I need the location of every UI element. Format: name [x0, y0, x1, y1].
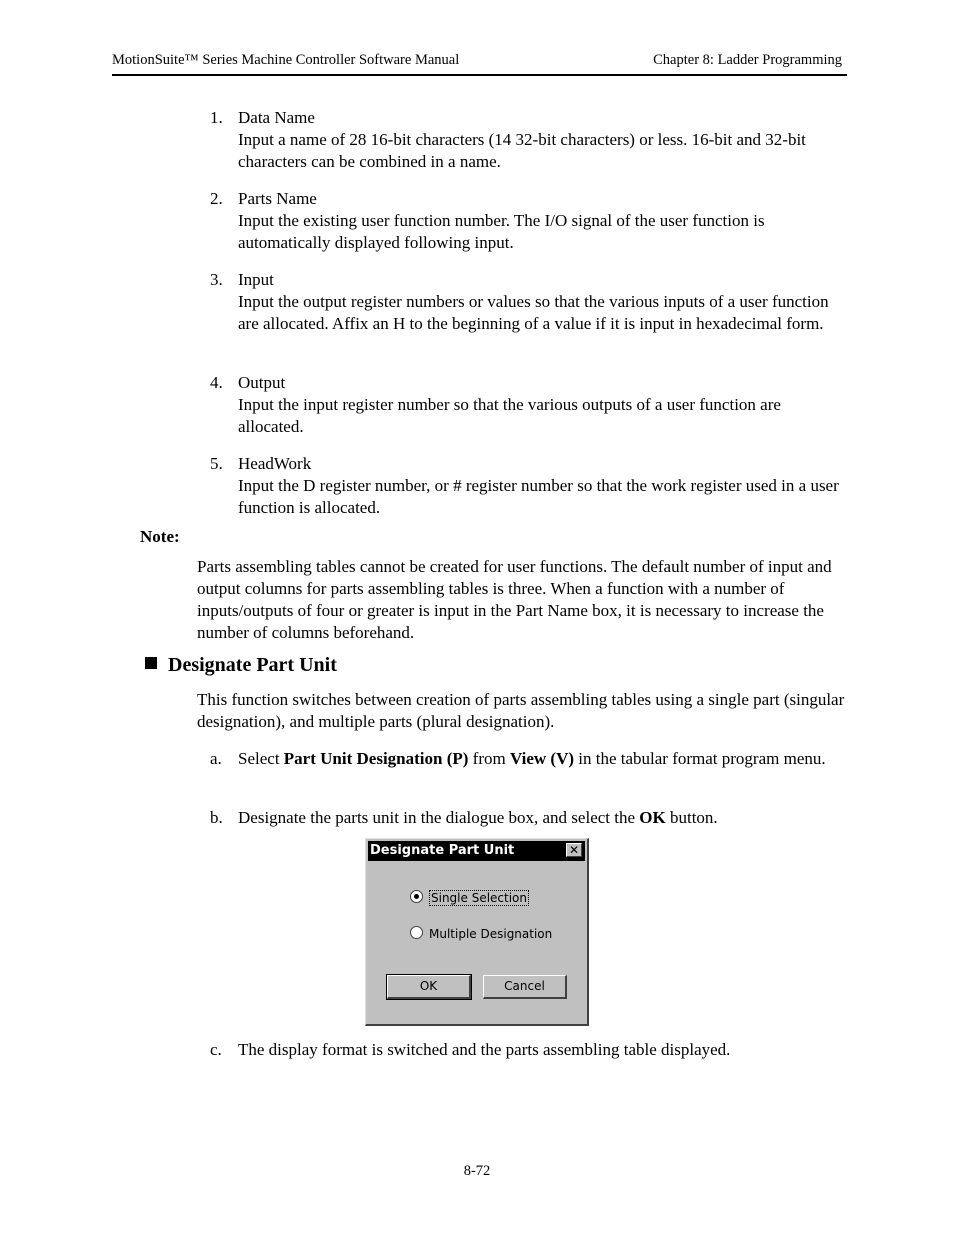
step-marker: b.	[210, 808, 223, 827]
list-marker: 3.	[210, 270, 223, 289]
list-item-title: Parts Name	[238, 189, 317, 208]
step-marker: c.	[210, 1040, 222, 1059]
note-label: Note:	[140, 527, 180, 546]
radio-label: Multiple Designation	[429, 927, 553, 941]
designate-part-unit-dialog	[365, 838, 589, 1026]
section-heading	[145, 653, 337, 677]
ok-button[interactable]: OK	[387, 975, 471, 999]
dialog-title: Designate Part Unit	[370, 843, 515, 858]
list-item-title: HeadWork	[238, 454, 312, 473]
list-marker: 1.	[210, 108, 223, 127]
list-item	[210, 107, 848, 173]
header-rule	[112, 74, 847, 76]
list-item-title: Data Name	[238, 108, 315, 127]
step-item	[210, 807, 848, 829]
list-item-text: Input a name of 28 16-bit characters (14 32-bit characters) or less. 16-bit and 32-bit characters can be combined in a name.	[238, 130, 806, 171]
list-marker: 5.	[210, 454, 223, 473]
list-marker: 4.	[210, 373, 223, 392]
list-item	[210, 453, 848, 519]
section-intro: This function switches between creation of parts assembling tables using a single part (singular designation), and multiple parts (plural designation).	[197, 690, 845, 731]
step-text: Select Part Unit Designation (P) from View (V) in the tabular format program menu.	[238, 749, 826, 768]
step-item	[210, 748, 848, 770]
list-item	[210, 372, 848, 438]
page-number: 8-72	[463, 1163, 491, 1179]
step-text: Designate the parts unit in the dialogue box, and select the OK button.	[238, 808, 718, 827]
step-text: The display format is switched and the parts assembling table displayed.	[238, 1040, 731, 1059]
close-icon: ✕	[568, 843, 580, 857]
square-bullet-icon	[145, 657, 157, 669]
cancel-button[interactable]: Cancel	[483, 975, 567, 999]
list-item-text: Input the output register numbers or values so that the various inputs of a user function are allocated. Affix an H to the beginning of a value if it is input in hexadecimal form.	[238, 292, 829, 333]
list-item	[210, 188, 848, 254]
list-item-text: Input the D register number, or # register number so that the work register used in a user function is allocated.	[238, 476, 839, 517]
step-item	[210, 1039, 848, 1061]
radio-single-selection[interactable]	[410, 890, 529, 906]
radio-unchecked-icon	[410, 926, 423, 939]
step-marker: a.	[210, 749, 222, 768]
list-item-title: Input	[238, 270, 274, 289]
list-item-title: Output	[238, 373, 286, 392]
list-item-text: Input the input register number so that the various outputs of a user function are allocated.	[238, 395, 781, 436]
radio-checked-icon	[410, 890, 423, 903]
radio-label: Single Selection	[431, 891, 528, 905]
note-text: Parts assembling tables cannot be created for user functions. The default number of input and output columns for parts assembling tables is three. When a function with a number of inputs/outputs of four or greater is input in the Part Name box, it is necessary to increase the number of columns beforehand.	[197, 557, 832, 642]
list-item	[210, 269, 848, 335]
list-marker: 2.	[210, 189, 223, 208]
page-header-right: Chapter 8: Ladder Programming	[653, 52, 842, 68]
dialog-titlebar	[368, 841, 585, 861]
radio-multiple-designation[interactable]	[410, 926, 552, 942]
list-item-text: Input the existing user function number. The I/O signal of the user function is automatically displayed following input.	[238, 211, 765, 252]
page-header-left: MotionSuite™ Series Machine Controller Software Manual	[112, 52, 460, 68]
close-button[interactable]	[566, 843, 582, 857]
section-title: Designate Part Unit	[168, 654, 337, 676]
